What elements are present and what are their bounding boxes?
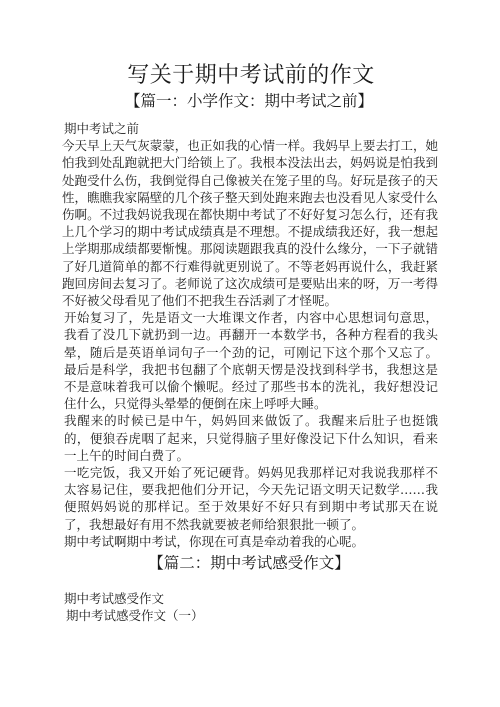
section-2-body [60,590,438,624]
section-1-paragraph: 我醒来的时候已是中午，妈妈回来做饭了。我醒来后肚子也挺饿的，便狼吞虎咽了起来，只觉得脑子里好像没记下什么知识，看来一上午的时间白费了。 [64,413,438,463]
section-2-subtitle: 期中考试感受作文 [64,591,165,607]
section-1-paragraph: 开始复习了，先是语文一大堆课文作者，内容中心思想词句意思，我看了没几下就扔到一边。再翻开一本数学书，各种方程看的我头晕，随后是英语单词句子一个劲的记，可刚记下这个那个又忘了。最后是科学，我把书包翻了个底朝天愣是没找到科学书，我想这是不是意味着我可以偷个懒呢。经过了那些书本的洗礼，我好想没记住什么，只觉得头晕晕的便倒在床上呼呼大睡。 [64,310,438,412]
section-1-body [60,120,438,550]
section-1-paragraph: 期中考试啊期中考试，你现在可真是牵动着我的心呢。 [64,533,365,549]
section-2-subtitle-2: 期中考试感受作文（一） [66,608,204,624]
section-1-heading: 【篇一：小学作文：期中考试之前】 [124,92,373,110]
section-1-subtitle: 期中考试之前 [64,121,140,136]
document-title: 写关于期中考试前的作文 [127,63,375,88]
section-2-heading: 【篇二：期中考试感受作文】 [148,554,350,573]
section-1-paragraph: 今天早上天气灰蒙蒙，也正如我的心情一样。我妈早上要去打工，她怕我到处乱跑就把大门给锁上了。我根本没法出去，妈妈说是怕我到处跑受什么伤，我倒觉得自己像被关在笼子里的鸟。好玩是孩子的天性，瞧瞧我家隔壁的几个孩子整天到处跑来跑去也没看见人家受什么伤啊。不过我妈说我现在都快期中考试了不好好复习怎么行，还有我上几个学习的期中考试成绩真是不理想。不提成绩我还好，我一想起上学期那成绩都要惭愧。那阅读题跟我真的没什么缘分，一下子就错了好几道简单的都不行难得就更别说了。不等老妈再说什么，我赶紧跑回房间去复习了。老师说了这次成绩可是要贴出来的呀，万一考得不好被父母看见了他们不把我生吞活剥了才怪呢。 [62,138,438,309]
section-1-paragraph: 一吃完饭，我又开始了死记硬背。妈妈见我那样记对我说我那样不太容易记住，要我把他们分开记，今天先记语文明天记数学……我便照妈妈说的那样记。至于效果好不好只有到期中考试那天在说了，我想最好有用不然我就要被老师给狠狠批一顿了。 [64,465,438,532]
